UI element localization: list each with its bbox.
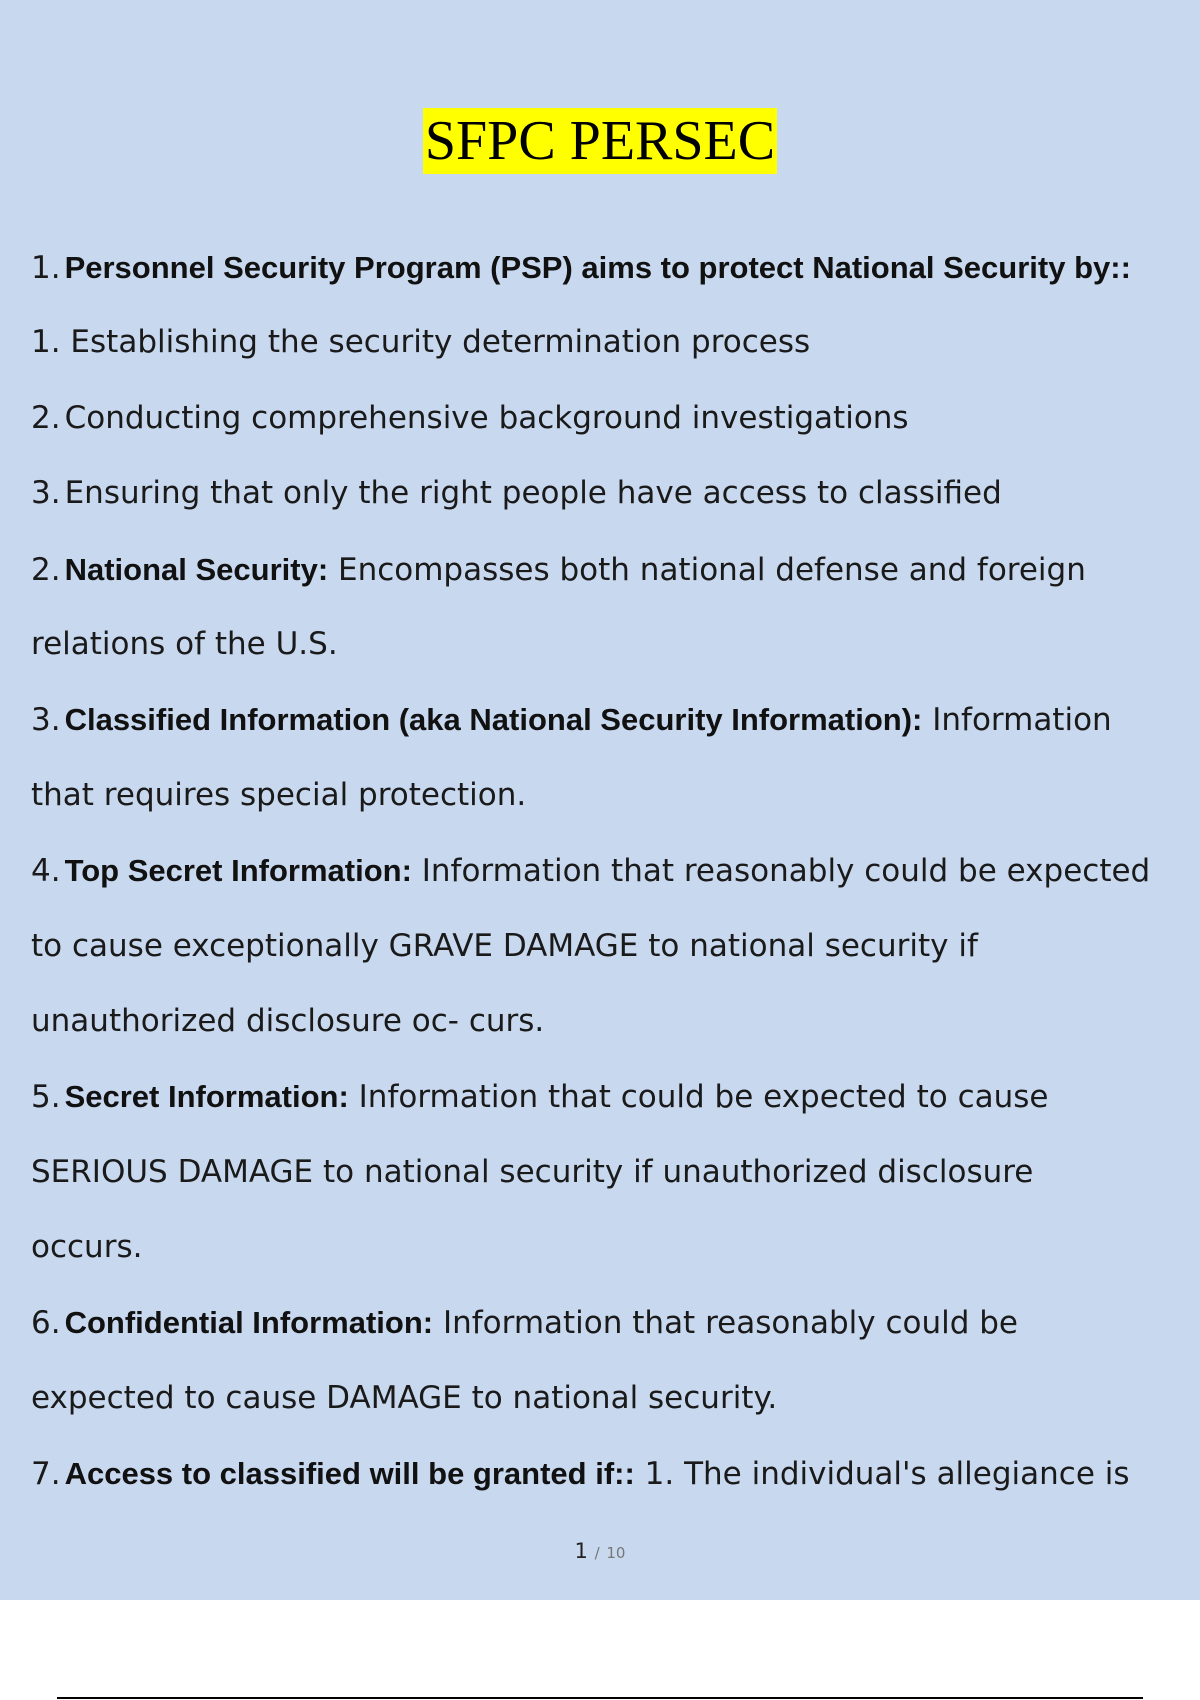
definition-continuation bbox=[31, 1210, 1191, 1285]
item-definition: occurs. bbox=[31, 1229, 143, 1266]
current-page: 1 bbox=[574, 1539, 588, 1563]
sub-item-text: 1. Establishing the security determination process bbox=[31, 324, 811, 361]
sub-item-2 bbox=[31, 381, 1191, 456]
item-definition: expected to cause DAMAGE to national security. bbox=[31, 1379, 778, 1416]
definition-continuation bbox=[31, 984, 1191, 1059]
total-pages: 10 bbox=[606, 1544, 626, 1562]
item-definition: relations of the U.S. bbox=[31, 625, 338, 662]
document-body bbox=[31, 230, 1191, 1512]
item-number: 2. bbox=[31, 551, 61, 588]
sub-item-number: 3. bbox=[31, 475, 61, 512]
item-number: 5. bbox=[31, 1079, 61, 1116]
item-definition: SERIOUS DAMAGE to national security if unauthorized disclosure bbox=[31, 1153, 1034, 1190]
definition-continuation bbox=[31, 1361, 1191, 1436]
sub-item-3 bbox=[31, 456, 1191, 531]
definition-continuation bbox=[31, 1135, 1191, 1210]
item-number: 1. bbox=[31, 250, 61, 286]
page-separator: / bbox=[594, 1544, 600, 1562]
item-definition: to cause exceptionally GRAVE DAMAGE to national security if bbox=[31, 927, 978, 964]
item-term: Top Secret Information: bbox=[64, 853, 412, 889]
item-definition: Information that could be expected to cause bbox=[348, 1079, 1049, 1116]
item-term: National Security: bbox=[64, 551, 329, 587]
title-wrapper bbox=[0, 108, 1200, 174]
document-title: SFPC PERSEC bbox=[424, 110, 776, 172]
list-item-2 bbox=[31, 532, 1191, 607]
list-item-1 bbox=[31, 230, 1191, 305]
sub-item-1 bbox=[31, 305, 1191, 380]
item-definition: Information that reasonably could be bbox=[433, 1305, 1019, 1342]
item-term: Classified Information (aka National Security Information): bbox=[64, 702, 923, 738]
item-number: 7. bbox=[31, 1456, 61, 1493]
item-term: Personnel Security Program (PSP) aims to protect National Security by:: bbox=[64, 250, 1131, 285]
list-item-4 bbox=[31, 833, 1191, 908]
sub-item-text: Conducting comprehensive background investigations bbox=[64, 399, 909, 436]
sub-item-number: 2. bbox=[31, 399, 61, 436]
item-definition: Encompasses both national defense and foreign bbox=[328, 551, 1086, 588]
item-definition: Information that reasonably could be expected bbox=[411, 853, 1151, 890]
item-number: 4. bbox=[31, 853, 61, 890]
item-definition: that requires special protection. bbox=[31, 776, 527, 813]
next-page-rule bbox=[57, 1697, 1143, 1699]
sub-item-text: Ensuring that only the right people have access to classified bbox=[64, 475, 1002, 512]
list-item-6 bbox=[31, 1285, 1191, 1360]
definition-continuation bbox=[31, 758, 1191, 833]
item-definition: Information bbox=[922, 702, 1112, 739]
item-term: Access to classified will be granted if:: bbox=[64, 1456, 635, 1492]
item-number: 6. bbox=[31, 1305, 61, 1342]
list-item-5 bbox=[31, 1059, 1191, 1134]
page-indicator bbox=[0, 1539, 1200, 1563]
item-definition: unauthorized disclosure oc- curs. bbox=[31, 1002, 545, 1039]
list-item-7 bbox=[31, 1436, 1191, 1511]
definition-continuation bbox=[31, 607, 1191, 682]
list-item-3 bbox=[31, 682, 1191, 757]
item-number: 3. bbox=[31, 702, 61, 739]
item-definition: 1. The individual's allegiance is bbox=[634, 1456, 1130, 1493]
definition-continuation bbox=[31, 909, 1191, 984]
item-term: Confidential Information: bbox=[64, 1305, 434, 1341]
item-term: Secret Information: bbox=[64, 1079, 349, 1115]
